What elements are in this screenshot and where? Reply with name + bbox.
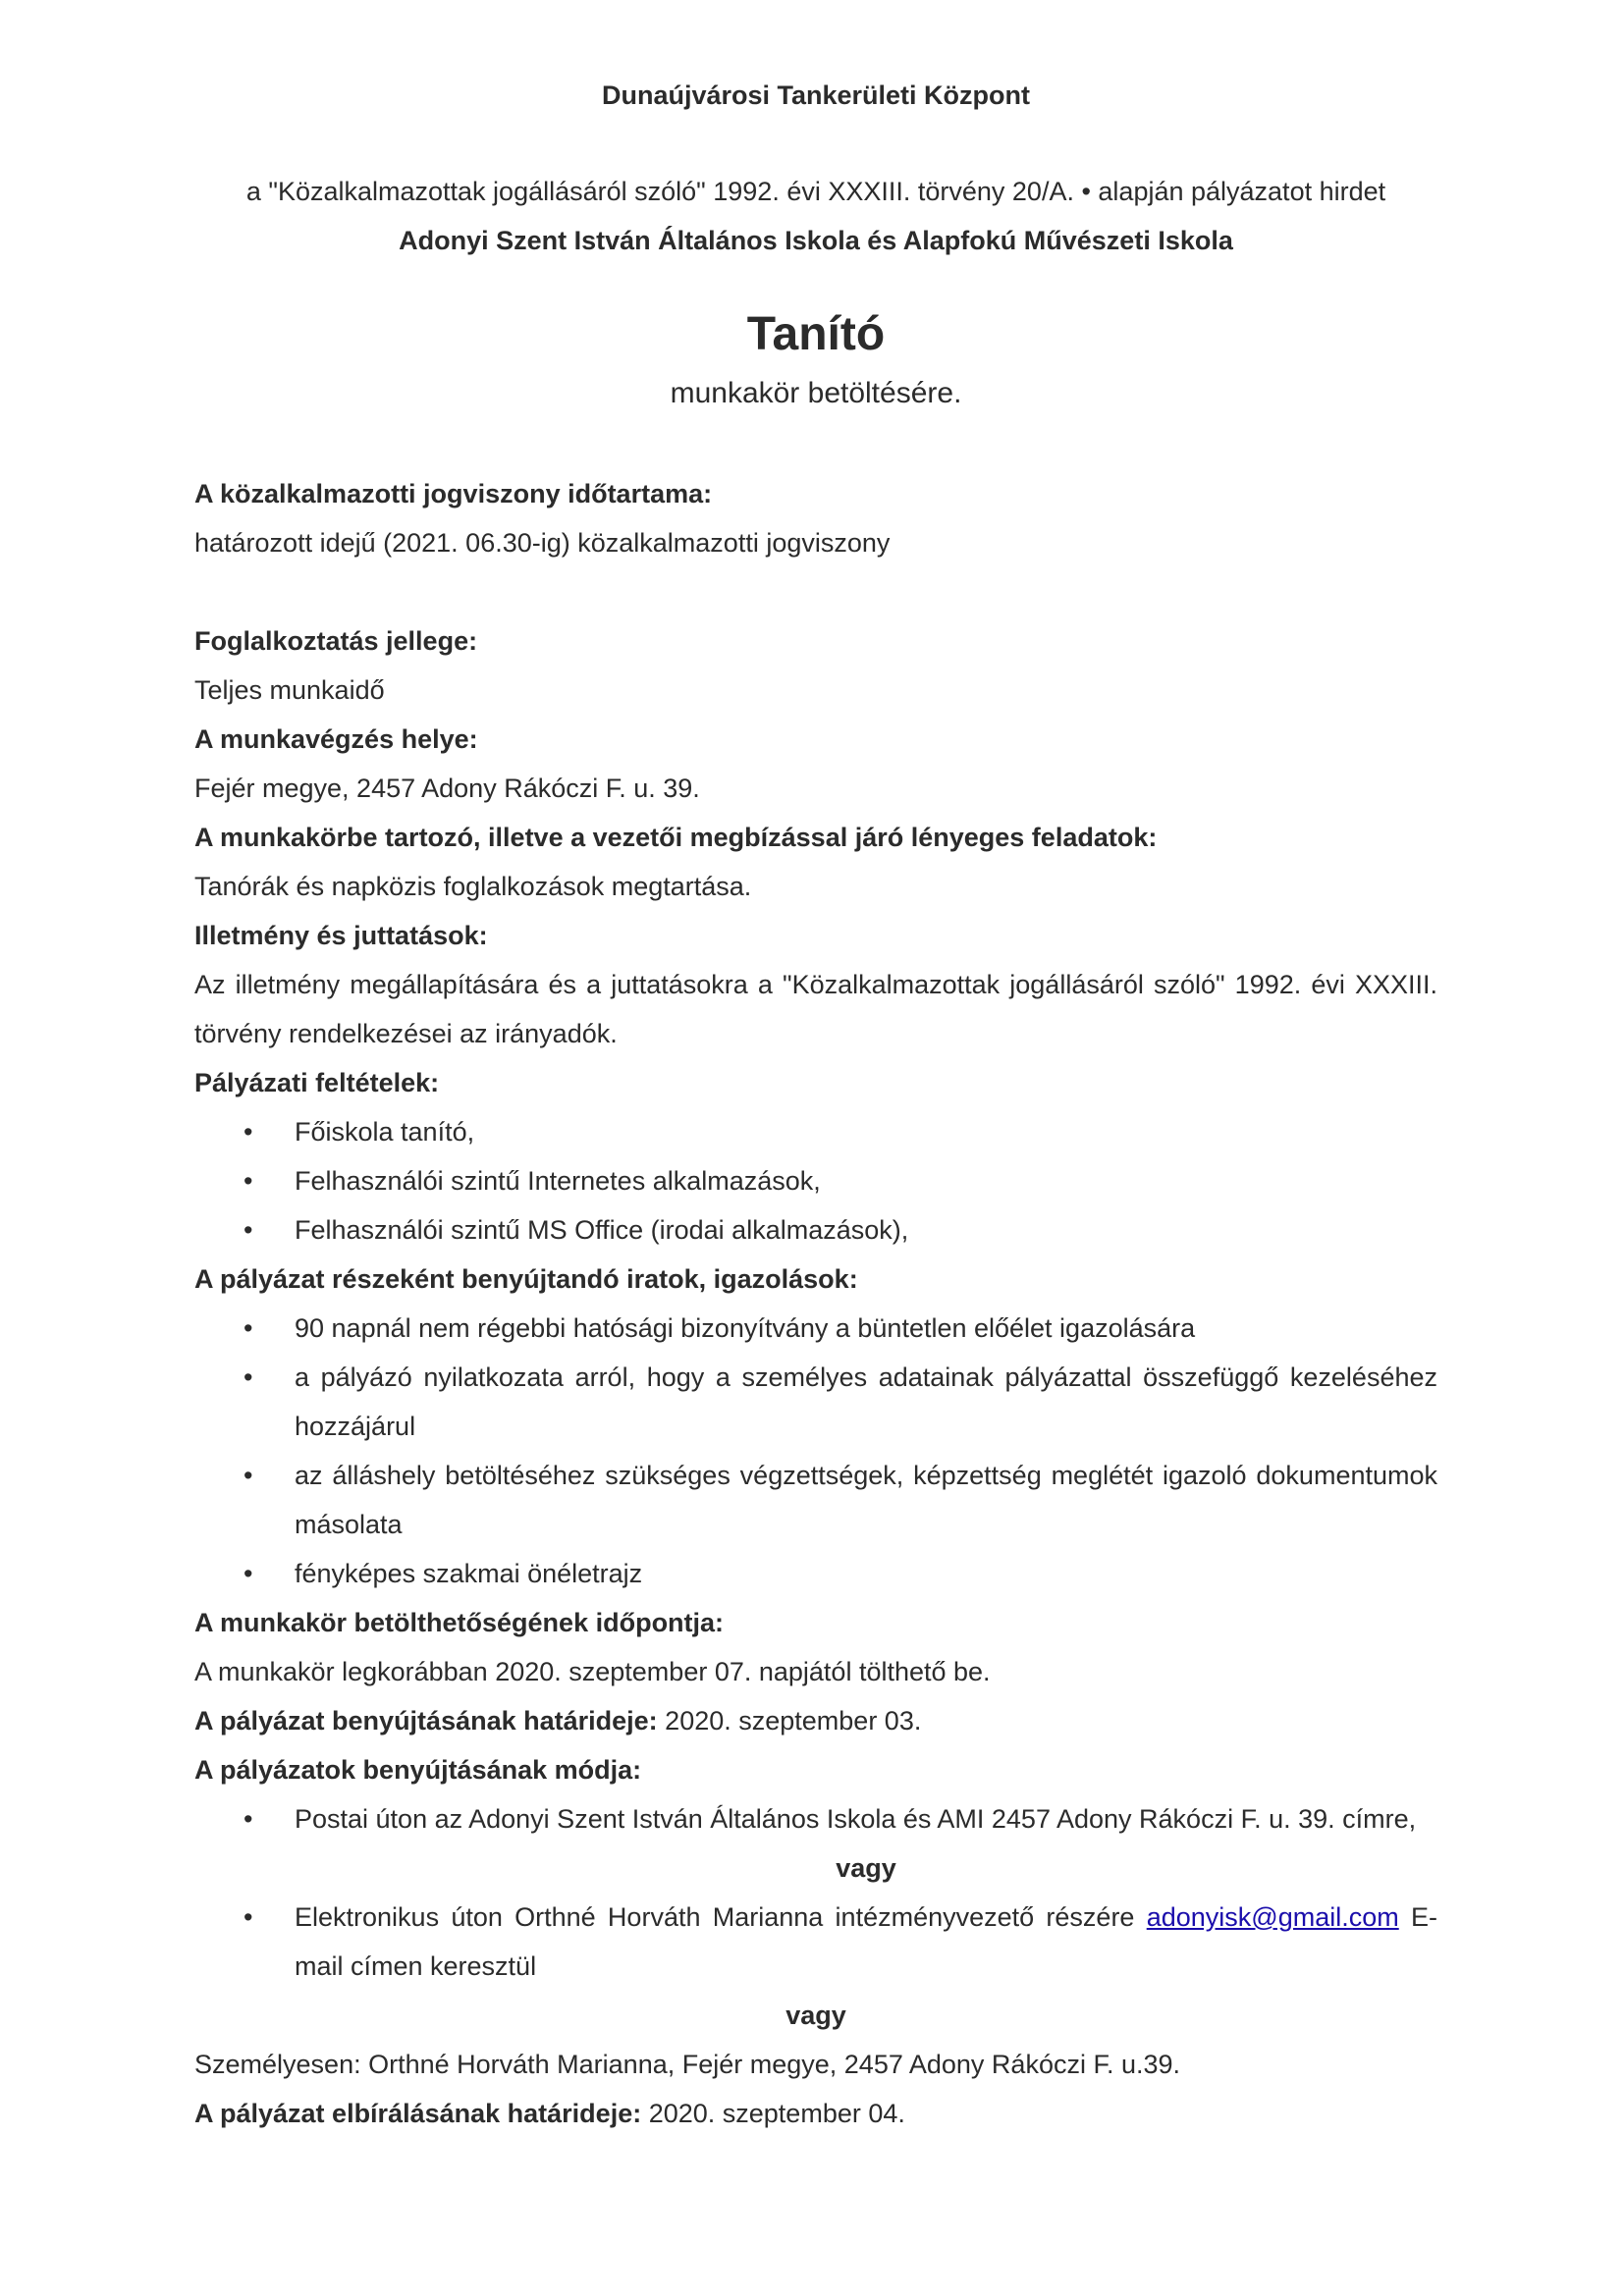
list-item	[194, 1893, 1437, 1991]
deadline-value: 2020. szeptember 03.	[657, 1706, 922, 1735]
conditions-list	[194, 1107, 1437, 1255]
list-item-text: 90 napnál nem régebbi hatósági bizonyítvány a büntetlen előélet igazolására	[295, 1313, 1196, 1343]
email-link[interactable]: adonyisk@gmail.com	[1146, 1902, 1399, 1932]
list-item	[194, 1205, 1437, 1255]
list-item-text: Felhasználói szintű MS Office (irodai alkalmazások),	[295, 1215, 909, 1245]
intro-text: a "Közalkalmazottak jogállásáról szóló" 1992. évi XXXIII. törvény 20/A. • alapján pályázatot hirdet	[245, 177, 1386, 206]
job-title: Tanító	[746, 308, 886, 360]
duration-text: határozott idejű (2021. 06.30-ig) közalkalmazotti jogviszony	[194, 528, 891, 558]
school-name: Adonyi Szent István Általános Iskola és Alapfokú Művészeti Iskola	[399, 226, 1233, 255]
list-item	[194, 1794, 1437, 1843]
list-item-text: Főiskola tanító,	[295, 1117, 475, 1147]
employment-text: Teljes munkaidő	[194, 675, 385, 705]
list-item-text: fényképes szakmai önéletrajz	[295, 1559, 643, 1588]
place-heading: A munkavégzés helye:	[194, 724, 478, 754]
list-item	[194, 1156, 1437, 1205]
bullet-icon: •	[244, 1461, 253, 1490]
list-item	[194, 1451, 1437, 1549]
job-subtitle: munkakör betöltésére.	[670, 377, 962, 409]
bullet-icon: •	[244, 1117, 253, 1147]
documents-heading: A pályázat részeként benyújtandó iratok, igazolások:	[194, 1264, 858, 1294]
submission-list-electronic	[194, 1893, 1437, 1991]
duration-heading: A közalkalmazotti jogviszony időtartama:	[194, 479, 713, 508]
bullet-icon: •	[244, 1166, 253, 1196]
bullet-icon: •	[244, 1362, 253, 1392]
bullet-icon: •	[244, 1313, 253, 1343]
list-item-text: az álláshely betöltéséhez szükséges végzettségek, képzettség meglétét igazoló dokumentumok másolata	[295, 1461, 1437, 1539]
electronic-post: E-mail címen keresztül	[295, 1902, 1437, 1981]
list-item	[194, 1549, 1437, 1598]
start-text: A munkakör legkorábban 2020. szeptember 07. napjától tölthető be.	[194, 1657, 991, 1686]
tasks-heading: A munkakörbe tartozó, illetve a vezetői megbízással járó lényeges feladatok:	[194, 823, 1158, 852]
postal-text: Postai úton az Adonyi Szent István Általános Iskola és AMI 2457 Adony Rákóczi F. u. 39. címre,	[295, 1804, 1417, 1834]
bullet-icon: •	[244, 1804, 253, 1834]
place-text: Fejér megye, 2457 Adony Rákóczi F. u. 39.	[194, 774, 700, 803]
spacer	[194, 567, 1437, 616]
document-body	[194, 469, 1437, 2138]
evaluation-label: A pályázat elbírálásának határideje:	[194, 2099, 642, 2128]
personal-text: Személyesen: Orthné Horváth Marianna, Fejér megye, 2457 Adony Rákóczi F. u.39.	[194, 2050, 1181, 2079]
organization-title: Dunaújvárosi Tankerületi Központ	[601, 80, 1031, 110]
submission-list	[194, 1794, 1437, 1843]
employment-heading: Foglalkoztatás jellege:	[194, 626, 478, 656]
documents-list	[194, 1304, 1437, 1598]
list-item	[194, 1107, 1437, 1156]
bullet-icon: •	[244, 1559, 253, 1588]
evaluation-line	[194, 2089, 1437, 2138]
conditions-heading: Pályázati feltételek:	[194, 1068, 440, 1097]
list-item-text: a pályázó nyilatkozata arról, hogy a személyes adatainak pályázattal összefüggő kezeléséhez hozzájárul	[295, 1362, 1437, 1441]
electronic-pre: Elektronikus úton Orthné Horváth Marianna intézményvezető részére	[295, 1902, 1147, 1932]
deadline-line	[194, 1696, 1437, 1745]
list-item-text: Felhasználói szintű Internetes alkalmazások,	[295, 1166, 821, 1196]
start-heading: A munkakör betölthetőségének időpontja:	[194, 1608, 725, 1637]
or-separator: vagy	[785, 2001, 846, 2030]
salary-text: Az illetmény megállapítására és a juttatásokra a "Közalkalmazottak jogállásáról szóló" 1992. évi XXXIII. törvény rendelkezései az irányadók.	[194, 970, 1437, 1048]
submission-heading: A pályázatok benyújtásának módja:	[194, 1755, 642, 1785]
bullet-icon: •	[244, 1215, 253, 1245]
or-separator: vagy	[836, 1853, 896, 1883]
salary-heading: Illetmény és juttatások:	[194, 921, 488, 950]
bullet-icon: •	[244, 1902, 253, 1932]
evaluation-value: 2020. szeptember 04.	[641, 2099, 905, 2128]
list-item	[194, 1353, 1437, 1451]
list-item	[194, 1304, 1437, 1353]
deadline-label: A pályázat benyújtásának határideje:	[194, 1706, 658, 1735]
tasks-text: Tanórák és napközis foglalkozások megtartása.	[194, 872, 752, 901]
